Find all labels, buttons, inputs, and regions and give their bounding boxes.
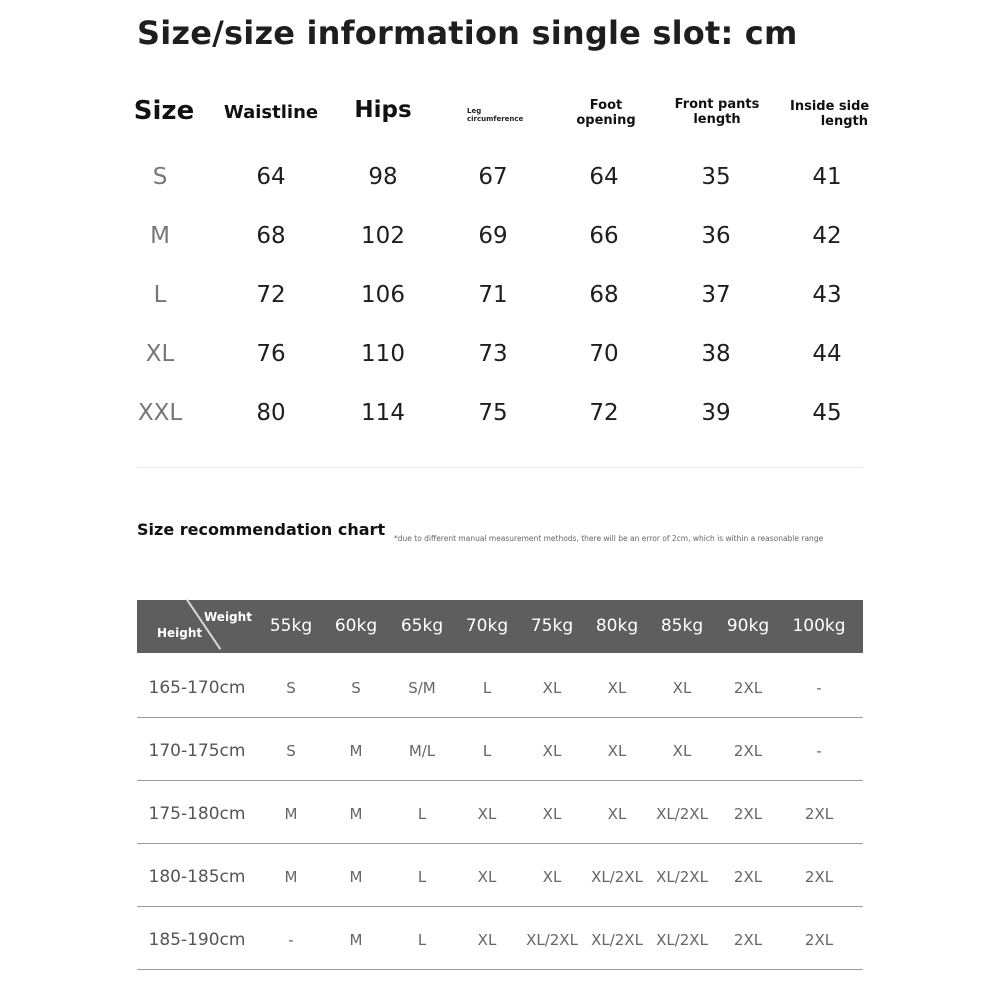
recommendation-cell: 2XL	[804, 805, 834, 823]
recommendation-cell: -	[816, 679, 822, 697]
size-cell-foot: 72	[589, 400, 619, 426]
size-cell-foot: 66	[589, 223, 619, 249]
recommendation-cell: M	[349, 805, 363, 823]
header-foot-opening: Foot opening	[576, 98, 636, 128]
recommendation-cell: XL	[672, 742, 692, 760]
recommendation-cell: XL	[542, 868, 562, 886]
size-cell-waist: 76	[256, 341, 286, 367]
header-hips: Hips	[354, 97, 412, 123]
size-row-label: XXL	[137, 400, 183, 426]
size-cell-leg: 71	[478, 282, 508, 308]
recommendation-cell: XL	[607, 742, 627, 760]
weight-header-4: 75kg	[530, 616, 574, 636]
recommendation-cell: XL	[607, 805, 627, 823]
recommendation-cell: XL	[477, 931, 497, 949]
size-cell-inside: 42	[812, 223, 842, 249]
recommendation-cell: 2XL	[733, 805, 763, 823]
recommendation-cell: L	[417, 868, 427, 886]
weight-header-1: 60kg	[334, 616, 378, 636]
size-cell-front: 36	[701, 223, 731, 249]
size-cell-inside: 45	[812, 400, 842, 426]
height-label: Height	[157, 626, 203, 640]
recommendation-cell: S	[351, 679, 361, 697]
size-cell-foot: 70	[589, 341, 619, 367]
recommendation-cell: XL/2XL	[656, 868, 708, 886]
size-row-label: XL	[145, 341, 175, 367]
recommendation-cell: XL/2XL	[656, 805, 708, 823]
row-divider	[137, 906, 863, 907]
weight-label: Weight	[204, 610, 252, 624]
height-row-label: 165-170cm	[148, 678, 246, 698]
size-cell-leg: 69	[478, 223, 508, 249]
size-cell-hips: 114	[361, 400, 405, 426]
size-cell-inside: 44	[812, 341, 842, 367]
weight-header-6: 85kg	[660, 616, 704, 636]
recommendation-cell: XL	[607, 679, 627, 697]
recommendation-cell: XL	[477, 868, 497, 886]
weight-header-8: 100kg	[792, 616, 846, 636]
size-cell-front: 38	[701, 341, 731, 367]
recommendation-cell: XL	[542, 679, 562, 697]
page-title: Size/size information single slot: cm	[137, 14, 798, 52]
row-divider	[137, 780, 863, 781]
recommendation-cell: L	[417, 931, 427, 949]
recommendation-cell: M	[349, 742, 363, 760]
recommendation-cell: L	[482, 742, 492, 760]
size-row-label: L	[153, 282, 167, 308]
size-cell-leg: 67	[478, 164, 508, 190]
recommendation-title: Size recommendation chart	[137, 520, 386, 539]
size-cell-hips: 102	[361, 223, 405, 249]
size-row-label: M	[150, 223, 170, 249]
size-cell-foot: 64	[589, 164, 619, 190]
recommendation-cell: M/L	[408, 742, 436, 760]
height-row-label: 180-185cm	[148, 867, 246, 887]
recommendation-cell: XL	[672, 679, 692, 697]
weight-header-3: 70kg	[465, 616, 509, 636]
recommendation-cell: 2XL	[733, 742, 763, 760]
recommendation-cell: S	[286, 679, 296, 697]
header-size: Size	[133, 96, 195, 126]
size-cell-waist: 80	[256, 400, 286, 426]
weight-header-5: 80kg	[595, 616, 639, 636]
recommendation-cell: M	[349, 868, 363, 886]
recommendation-cell: 2XL	[804, 868, 834, 886]
recommendation-cell: -	[816, 742, 822, 760]
recommendation-cell: -	[288, 931, 294, 949]
recommendation-cell: XL	[477, 805, 497, 823]
size-cell-waist: 72	[256, 282, 286, 308]
size-cell-leg: 75	[478, 400, 508, 426]
row-divider	[137, 843, 863, 844]
height-row-label: 185-190cm	[148, 930, 246, 950]
size-cell-waist: 64	[256, 164, 286, 190]
header-leg-circumference: Leg circumference	[467, 107, 524, 124]
recommendation-cell: XL	[542, 805, 562, 823]
size-cell-leg: 73	[478, 341, 508, 367]
size-cell-front: 35	[701, 164, 731, 190]
recommendation-cell: XL/2XL	[591, 931, 643, 949]
recommendation-cell: L	[482, 679, 492, 697]
recommendation-cell: 2XL	[733, 868, 763, 886]
recommendation-cell: M	[349, 931, 363, 949]
size-cell-hips: 106	[361, 282, 405, 308]
recommendation-cell: XL/2XL	[526, 931, 578, 949]
recommendation-cell: XL/2XL	[656, 931, 708, 949]
header-front-pants-length: Front pants length	[674, 97, 760, 127]
size-cell-waist: 68	[256, 223, 286, 249]
size-row-label: S	[152, 164, 168, 190]
weight-header-0: 55kg	[269, 616, 313, 636]
size-cell-inside: 43	[812, 282, 842, 308]
recommendation-cell: S	[286, 742, 296, 760]
recommendation-cell: 2XL	[733, 679, 763, 697]
recommendation-cell: S/M	[408, 679, 436, 697]
section-divider	[137, 467, 863, 468]
header-waistline: Waistline	[223, 102, 319, 123]
size-cell-front: 39	[701, 400, 731, 426]
recommendation-cell: L	[417, 805, 427, 823]
header-inside-side-length: Inside side length	[790, 99, 870, 129]
size-cell-hips: 110	[361, 341, 405, 367]
size-cell-front: 37	[701, 282, 731, 308]
row-divider	[137, 969, 863, 970]
size-cell-foot: 68	[589, 282, 619, 308]
size-cell-hips: 98	[368, 164, 398, 190]
recommendation-cell: 2XL	[733, 931, 763, 949]
recommendation-cell: XL/2XL	[591, 868, 643, 886]
recommendation-cell: 2XL	[804, 931, 834, 949]
size-cell-inside: 41	[812, 164, 842, 190]
weight-header-2: 65kg	[400, 616, 444, 636]
height-row-label: 170-175cm	[148, 741, 246, 761]
recommendation-cell: XL	[542, 742, 562, 760]
recommendation-cell: M	[284, 868, 298, 886]
measurement-note: *due to different manual measurement methods, there will be an error of 2cm, which is within a reasonable range	[394, 534, 824, 543]
weight-header-7: 90kg	[726, 616, 770, 636]
row-divider	[137, 717, 863, 718]
recommendation-cell: M	[284, 805, 298, 823]
height-row-label: 175-180cm	[148, 804, 246, 824]
